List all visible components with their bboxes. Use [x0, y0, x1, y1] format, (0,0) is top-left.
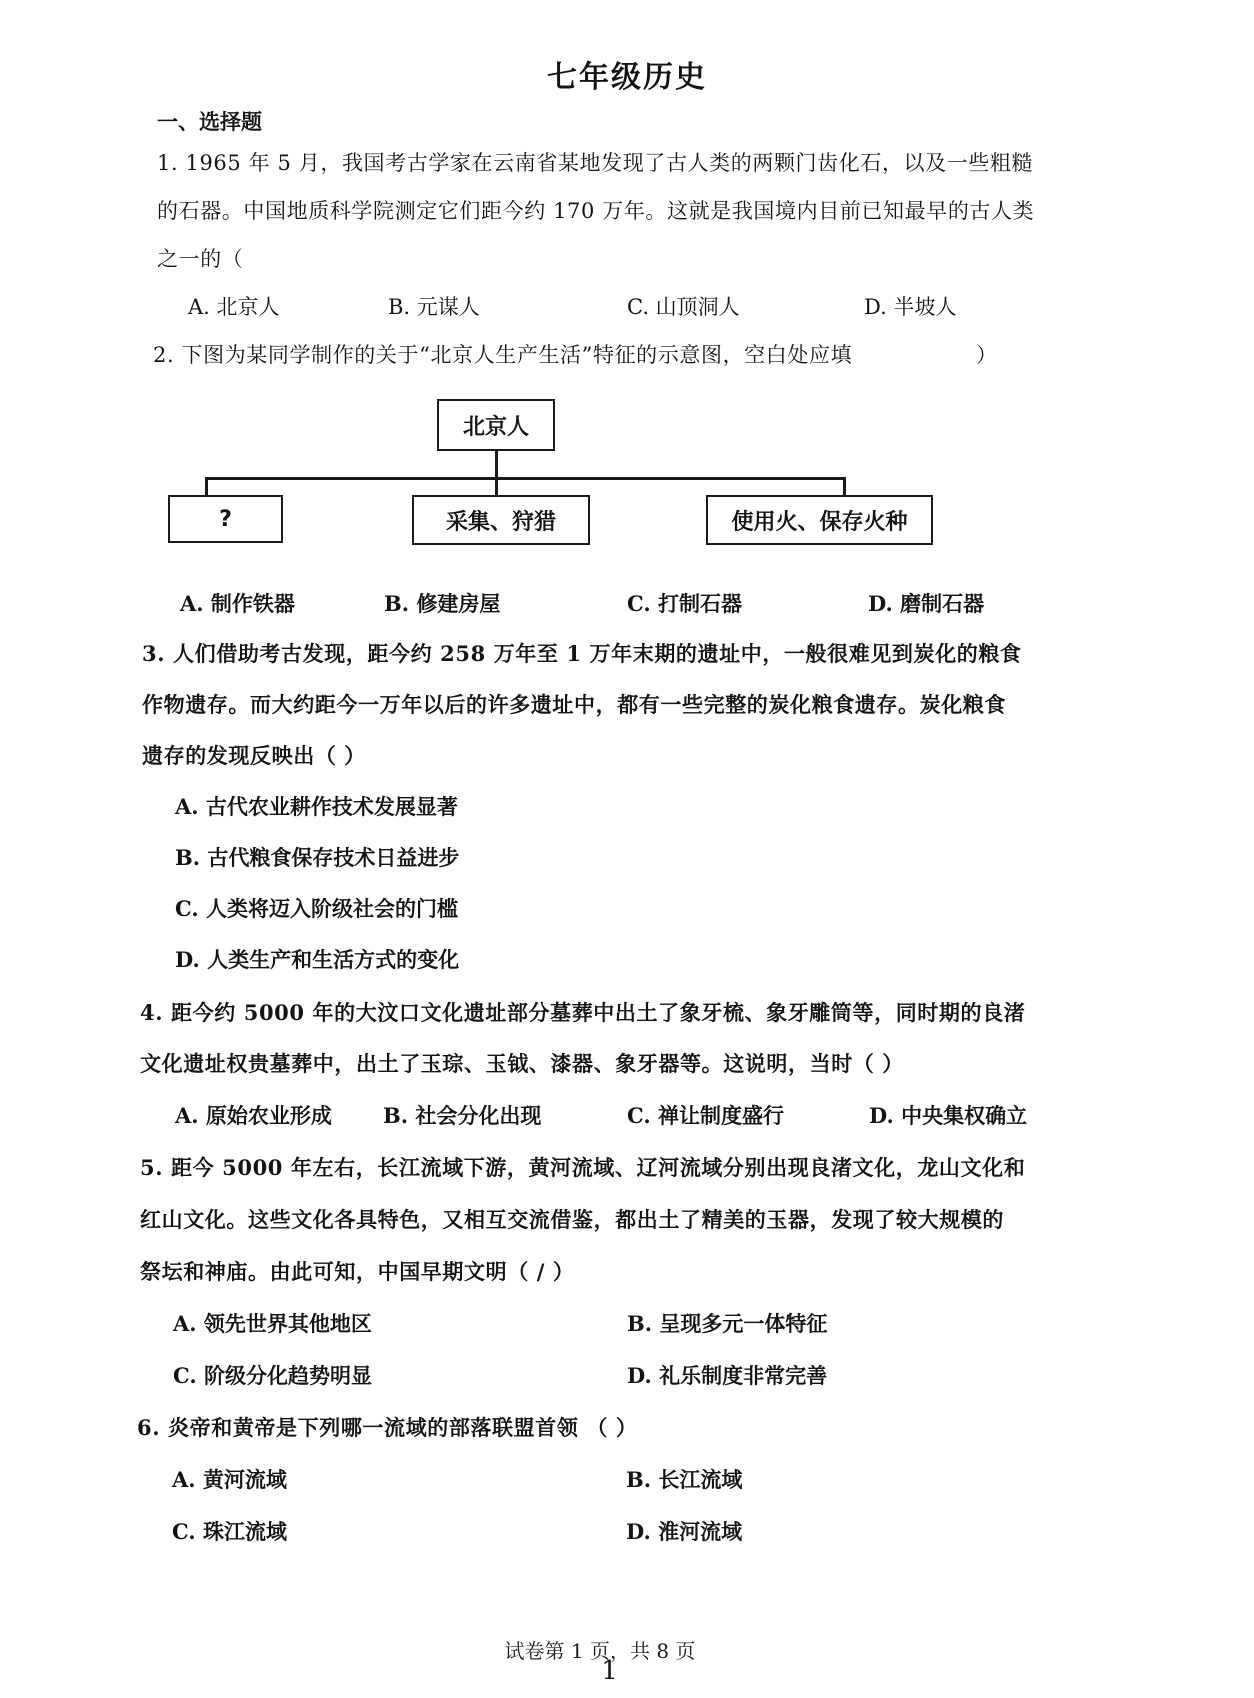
question-6-option-a[interactable]: A. 黄河流域: [172, 1467, 287, 1492]
question-1-option-c[interactable]: C. 山顶洞人: [627, 295, 740, 319]
diagram-root-stem: [495, 451, 498, 479]
question-6-option-b[interactable]: B. 长江流域: [626, 1467, 743, 1492]
beijing-man-diagram: [160, 395, 940, 560]
question-5-option-c[interactable]: C. 阶级分化趋势明显: [173, 1363, 372, 1388]
question-3-line-2: 作物遗存。而大约距今一万年以后的许多遗址中，都有一些完整的炭化粮食遗存。炭化粮食: [142, 692, 1006, 717]
question-1-option-d[interactable]: D. 半坡人: [864, 295, 957, 319]
question-3-option-c[interactable]: C. 人类将迈入阶级社会的门槛: [175, 896, 458, 921]
diagram-branch-right: [843, 477, 846, 495]
question-2-bracket: ）: [976, 343, 998, 367]
question-1-line-2: 的石器。中国地质科学院测定它们距今约 170 万年。这就是我国境内目前已知最早的古人类: [157, 199, 1035, 223]
question-5-line-2: 红山文化。这些文化各具特色，又相互交流借鉴，都出土了精美的玉器，发现了较大规模的: [140, 1207, 1004, 1232]
question-5-option-a[interactable]: A. 领先世界其他地区: [173, 1311, 372, 1336]
question-3-line-3: 遗存的发现反映出（ ）: [142, 743, 366, 768]
diagram-root-box: 北京人: [437, 399, 555, 451]
question-2-line-1: 2. 下图为某同学制作的关于“北京人生产生活”特征的示意图，空白处应填: [153, 343, 853, 367]
page-title: 七年级历史: [547, 60, 707, 95]
question-2-option-a[interactable]: A. 制作铁器: [180, 591, 295, 616]
question-2-option-c[interactable]: C. 打制石器: [627, 591, 742, 616]
question-1-line-3: 之一的（: [157, 247, 244, 271]
question-6-option-c[interactable]: C. 珠江流域: [172, 1519, 287, 1544]
question-6-option-d[interactable]: D. 淮河流域: [626, 1519, 743, 1544]
question-3-option-d[interactable]: D. 人类生产和生活方式的变化: [175, 947, 460, 972]
question-4-option-d[interactable]: D. 中央集权确立: [869, 1103, 1028, 1128]
diagram-branch-left: [205, 477, 208, 497]
question-4-option-c[interactable]: C. 禅让制度盛行: [627, 1103, 784, 1128]
question-5-line-1: 5. 距今 5000 年左右，长江流域下游，黄河流域、辽河流域分别出现良渚文化，龙山文化和: [140, 1155, 1026, 1180]
question-1-option-b[interactable]: B. 元谋人: [388, 295, 480, 319]
question-4-option-b[interactable]: B. 社会分化出现: [383, 1103, 542, 1128]
diagram-blank-box: ?: [168, 495, 283, 543]
diagram-gathering-hunting-box: 采集、狩猎: [412, 495, 590, 545]
question-1-option-a[interactable]: A. 北京人: [188, 295, 280, 319]
question-3-option-b[interactable]: B. 古代粮食保存技术日益进步: [175, 845, 460, 870]
diagram-branch-line: [205, 477, 845, 480]
question-4-line-1: 4. 距今约 5000 年的大汶口文化遗址部分墓葬中出土了象牙梳、象牙雕筒等，同时期的良渚: [140, 1000, 1026, 1025]
question-3-option-a[interactable]: A. 古代农业耕作技术发展显著: [175, 794, 458, 819]
question-3-line-1: 3. 人们借助考古发现，距今约 258 万年至 1 万年末期的遗址中，一般很难见到炭化的粮食: [142, 641, 1022, 666]
question-4-line-2: 文化遗址权贵墓葬中，出土了玉琮、玉钺、漆器、象牙器等。这说明，当时（ ）: [140, 1051, 904, 1076]
diagram-branch-middle: [495, 477, 498, 497]
page-footer: 试卷第 1 页，共 8 页: [504, 1639, 696, 1663]
question-4-option-a[interactable]: A. 原始农业形成: [175, 1103, 332, 1128]
diagram-fire-box: 使用火、保存火种: [706, 495, 933, 545]
section-heading: 一、选择题: [157, 109, 262, 134]
question-6-line-1: 6. 炎帝和黄帝是下列哪一流域的部落联盟首领 （ ）: [137, 1415, 638, 1440]
question-1-line-1: 1. 1965 年 5 月，我国考古学家在云南省某地发现了古人类的两颗门齿化石，以及一些粗糙: [157, 151, 1034, 175]
question-5-option-b[interactable]: B. 呈现多元一体特征: [627, 1311, 828, 1336]
question-5-line-3: 祭坛和神庙。由此可知，中国早期文明（ / ）: [140, 1259, 575, 1284]
question-2-option-d[interactable]: D. 磨制石器: [868, 591, 985, 616]
question-5-option-d[interactable]: D. 礼乐制度非常完善: [627, 1363, 828, 1388]
question-2-option-b[interactable]: B. 修建房屋: [384, 591, 501, 616]
page-number: 1: [601, 1656, 618, 1686]
